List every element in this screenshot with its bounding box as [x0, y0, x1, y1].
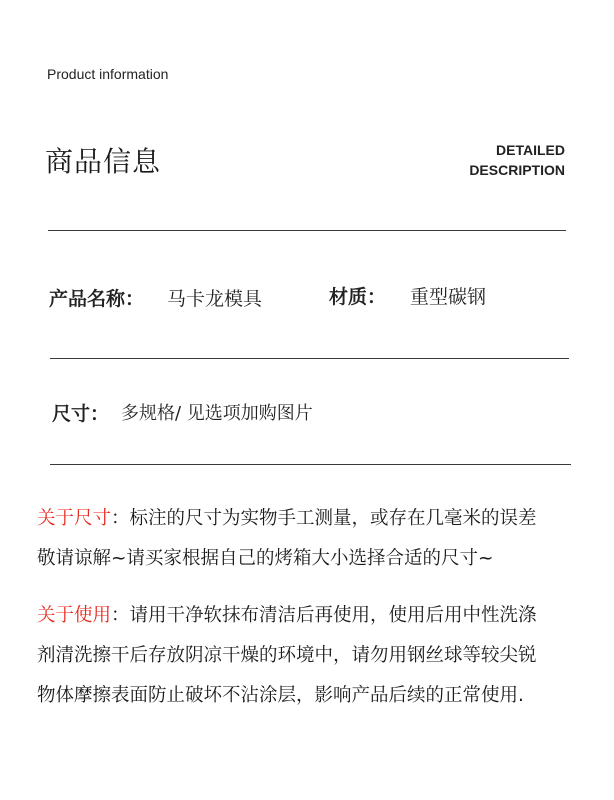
- usage-note: [37, 602, 597, 722]
- size-note: [37, 505, 597, 585]
- divider-middle: [50, 358, 569, 359]
- subtitle-line-1: DETAILED: [496, 142, 565, 158]
- usage-note-line-1: [37, 602, 597, 642]
- product-name-label: 产品名称：: [49, 288, 145, 310]
- page-title: 商品信息: [45, 145, 162, 178]
- divider-top: [48, 230, 566, 231]
- size-value: 多规格/ 见选项加购图片: [121, 403, 313, 424]
- section-label-en: Product information: [47, 66, 169, 82]
- size-note-line-1: [37, 505, 597, 545]
- usage-note-heading: 关于使用: [37, 605, 112, 626]
- divider-bottom: [50, 464, 571, 465]
- usage-note-line-3: 物体摩擦表面防止破坏不沾涂层，影响产品后续的正常使用.: [37, 685, 524, 706]
- size-label: 尺寸：: [52, 403, 110, 425]
- size-note-heading: 关于尺寸: [37, 508, 112, 529]
- usage-note-text-1: ：请用干净软抹布清洁后再使用，使用后用中性洗涤: [111, 605, 537, 626]
- material-value: 重型碳钢: [410, 286, 487, 308]
- size-note-line-2: 敬请谅解~请买家根据自己的烤箱大小选择合适的尺寸~: [37, 548, 494, 569]
- page-subtitle-en: [469, 140, 565, 180]
- size-note-text-1: ：标注的尺寸为实物手工测量，或存在几毫米的误差: [111, 508, 537, 529]
- subtitle-line-2: DESCRIPTION: [469, 162, 565, 178]
- material-label: 材质：: [329, 286, 387, 308]
- usage-note-line-2: 剂清洗擦干后存放阴凉干燥的环境中，请勿用钢丝球等较尖锐: [37, 645, 537, 666]
- product-name-value: 马卡龙模具: [167, 288, 263, 310]
